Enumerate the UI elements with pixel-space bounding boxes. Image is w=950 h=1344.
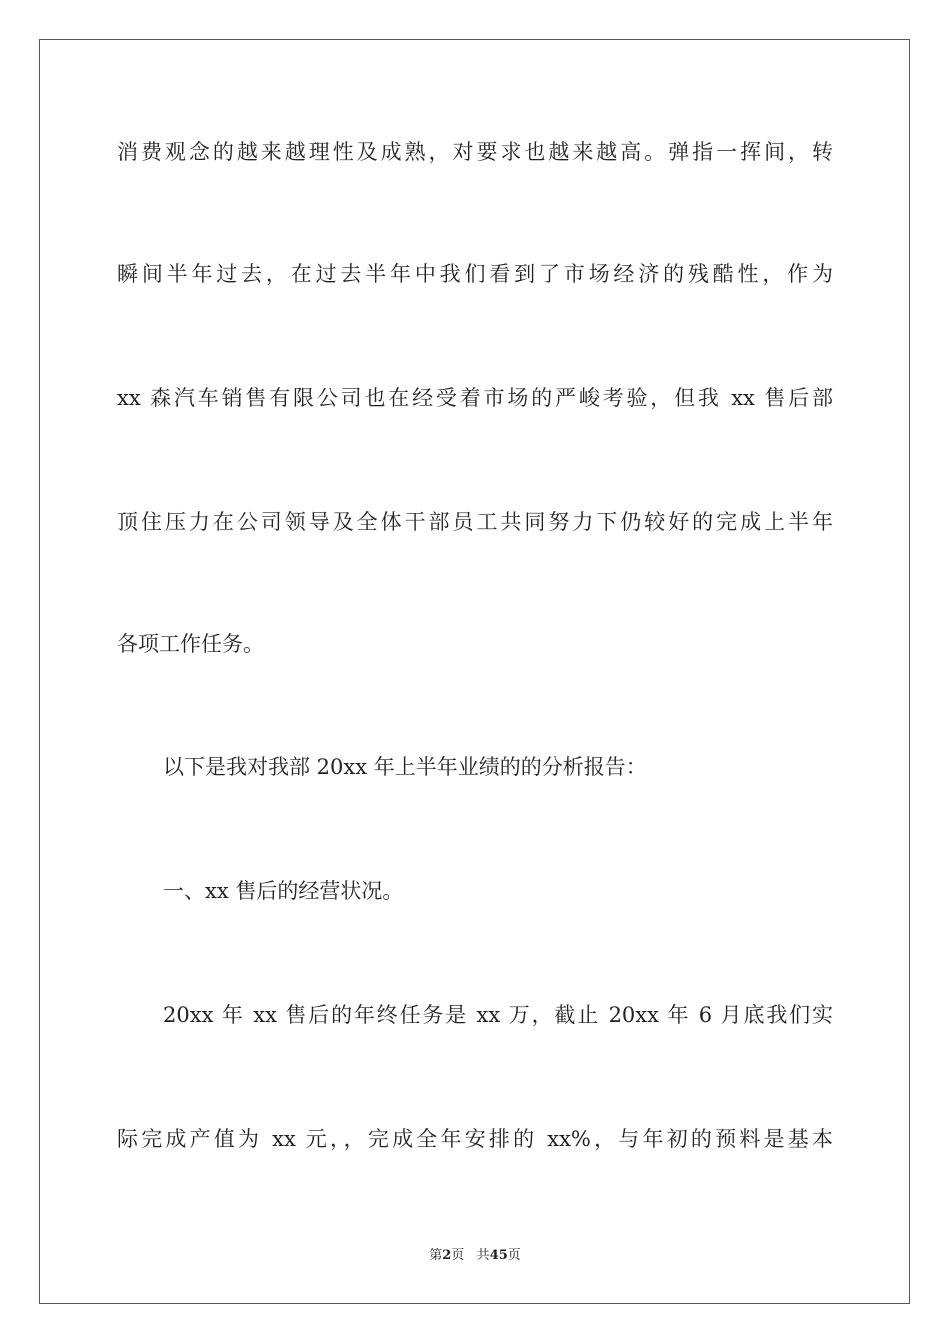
body-line: 各项工作任务。 (117, 632, 264, 656)
body-line: 顶住压力在公司领导及全体干部员工共同努力下仍较好的完成上半年 (117, 510, 833, 534)
page-prefix: 第 (429, 1248, 443, 1263)
section-heading: 一、xx 售后的经营状况。 (163, 879, 404, 903)
total-pages-number: 45 (489, 1248, 508, 1263)
body-line: 际完成产值为 xx 元，，完成全年安排的 xx%，与年初的预料是基本 (117, 1127, 833, 1151)
page-border (39, 39, 910, 1304)
body-line: 瞬间半年过去，在过去半年中我们看到了市场经济的残酷性，作为 (117, 262, 833, 286)
page-footer (0, 1246, 950, 1266)
body-line: 以下是我对我部 20xx 年上半年业绩的的分析报告： (163, 755, 647, 779)
body-line: 20xx 年 xx 售后的年终任务是 xx 万，截止 20xx 年 6 月底我们实 (163, 1003, 833, 1027)
body-line: 消费观念的越来越理性及成熟，对要求也越来越高。弹指一挥间，转 (117, 140, 833, 164)
current-page-number: 2 (442, 1248, 452, 1263)
total-suffix: 页 (507, 1248, 521, 1263)
body-line: xx 森汽车销售有限公司也在经受着市场的严峻考验，但我 xx 售后部 (117, 386, 833, 410)
page-suffix: 页 (451, 1248, 465, 1263)
total-prefix: 共 (476, 1248, 490, 1263)
